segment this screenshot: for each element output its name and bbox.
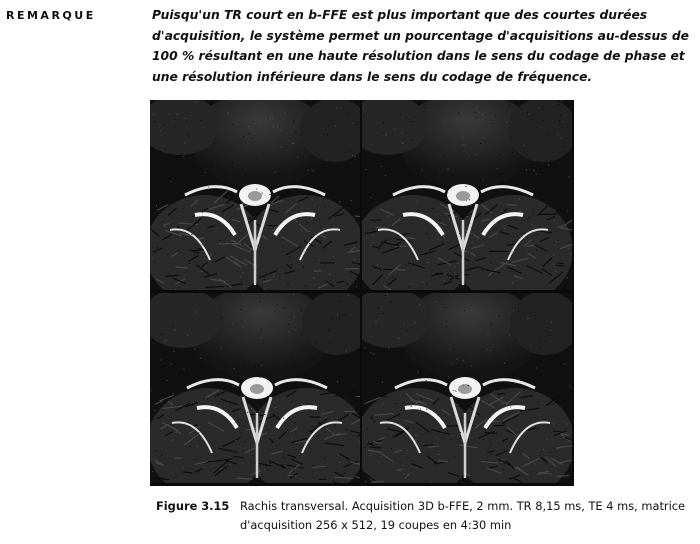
mri-figure [150, 100, 574, 486]
figure-label: Figure 3.15 [156, 499, 230, 513]
mri-image-1 [150, 100, 360, 290]
figure-caption [156, 497, 696, 535]
figure-caption-text: Rachis transversal. Acquisition 3D b-FFE, 2 mm. TR 8,15 ms, TE 4 ms, matrice d'acquisition 256 x 512, 19 coupes en 4:30 min [240, 499, 686, 532]
mri-image-2 [362, 100, 572, 290]
remark-label: REMARQUE [6, 9, 96, 22]
mri-image-4 [362, 293, 572, 483]
remark-text: Puisqu'un TR court en b-FFE est plus important que des courtes durées d'acquisition, le système permet un pourcentage d'acquisitions au-dessus de 100 % résultant en une haute résolution dans le sens du codage de phase et une résolution inférieure dans le sens du codage de fréquence. [152, 8, 690, 84]
mri-image-3 [150, 293, 360, 483]
